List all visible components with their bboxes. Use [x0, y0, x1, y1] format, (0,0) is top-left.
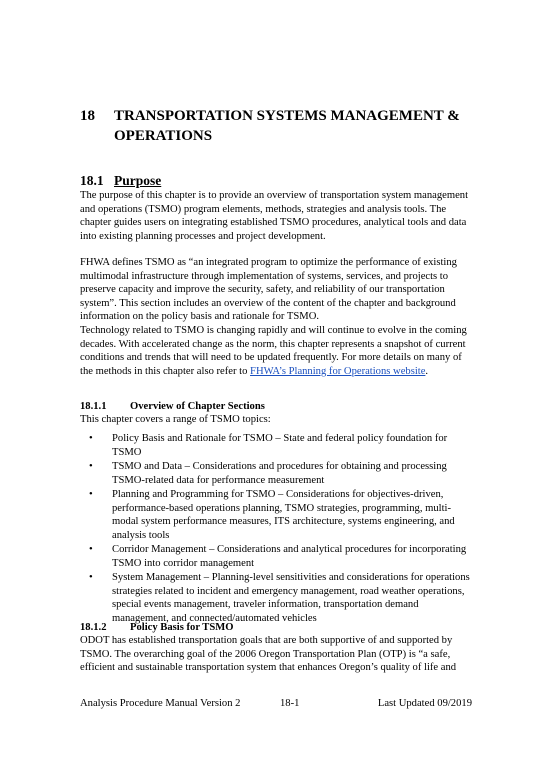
subsection-title: Overview of Chapter Sections	[130, 401, 265, 412]
section-title: Purpose	[114, 173, 162, 188]
subsection-number: 18.1.1	[80, 401, 107, 412]
list-item-text: Planning and Programming for TSMO – Considerations for objectives-driven, performance-based operations planning, TSMO strategies, programming, multi-modal system performance measures, ITS architecture, systems engineering, and analysis tools	[112, 489, 455, 541]
footer-manual-version: Analysis Procedure Manual Version 2	[80, 698, 241, 709]
footer-page-number: 18-1	[280, 698, 300, 709]
subsection-heading-policy	[80, 621, 234, 635]
topics-list	[80, 432, 472, 625]
overview-intro: This chapter covers a range of TSMO topics:	[80, 414, 271, 425]
bullet-glyph: •	[89, 489, 93, 500]
bullet-glyph: •	[89, 572, 93, 583]
list-item-text: Policy Basis and Rationale for TSMO – State and federal policy foundation for TSMO	[112, 433, 448, 458]
list-item	[80, 571, 472, 625]
list-item	[80, 460, 472, 487]
list-item	[80, 488, 472, 542]
list-item-text: Corridor Management – Considerations and analytical procedures for incorporating TSMO into corridor management	[112, 544, 467, 569]
list-item-text: TSMO and Data – Considerations and procedures for obtaining and processing TSMO-related data for performance measurement	[112, 461, 447, 486]
chapter-title: TRANSPORTATION SYSTEMS MANAGEMENT & OPERATIONS	[114, 108, 460, 144]
policy-paragraph: ODOT has established transportation goals that are both supportive of and supported by TSMO. The overarching goal of the 2006 Oregon Transportation Plan (OTP) is “a safe, efficient and sustainable transportation system that enhances Oregon’s quality of life and	[80, 635, 457, 673]
purpose-paragraph-1: The purpose of this chapter is to provide an overview of transportation system management and operations (TSMO) program elements, methods, strategies and analysis tools. The chapter guides users on integrating established TSMO procedures, analytical tools and data into existing planning processes and project development.	[80, 190, 469, 242]
section-heading	[80, 173, 161, 189]
purpose-paragraph-3	[80, 324, 472, 378]
bullet-glyph: •	[89, 433, 93, 444]
list-item-text: System Management – Planning-level sensitivities and considerations for operations strategies related to incident and emergency management, road weather operations, special events management, traveler information, transportation demand management, and connected/automated vehicles	[112, 572, 470, 624]
purpose-paragraph-2: FHWA defines TSMO as “an integrated program to optimize the performance of existing multimodal infrastructure through implementation of systems, services, and projects to preserve capacity and improve the security, safety, and reliability of our transportation system”. This section includes an overview of the content of the chapter and background information on the policy basis and rationale for TSMO.	[80, 257, 457, 322]
chapter-number: 18	[80, 108, 95, 124]
list-item	[80, 432, 472, 459]
fhwa-planning-operations-link[interactable]: FHWA’s Planning for Operations website	[250, 365, 426, 377]
chapter-heading	[80, 106, 480, 146]
footer-last-updated: Last Updated 09/2019	[377, 698, 472, 709]
paragraph-3-text: Technology related to TSMO is changing rapidly and will continue to evolve in the coming decades. With accelerated change as the norm, this chapter represents a snapshot of current conditions and trends that will need to be updated frequently. For more details on many of the methods in this chapter also refer to	[80, 325, 467, 377]
list-item	[80, 543, 472, 570]
bullet-glyph: •	[89, 461, 93, 472]
section-number: 18.1	[80, 173, 104, 188]
paragraph-3-end: .	[425, 365, 429, 377]
bullet-glyph: •	[89, 544, 93, 555]
subsection-number: 18.1.2	[80, 622, 107, 633]
subsection-heading-overview	[80, 400, 265, 414]
subsection-title: Policy Basis for TSMO	[130, 622, 234, 633]
